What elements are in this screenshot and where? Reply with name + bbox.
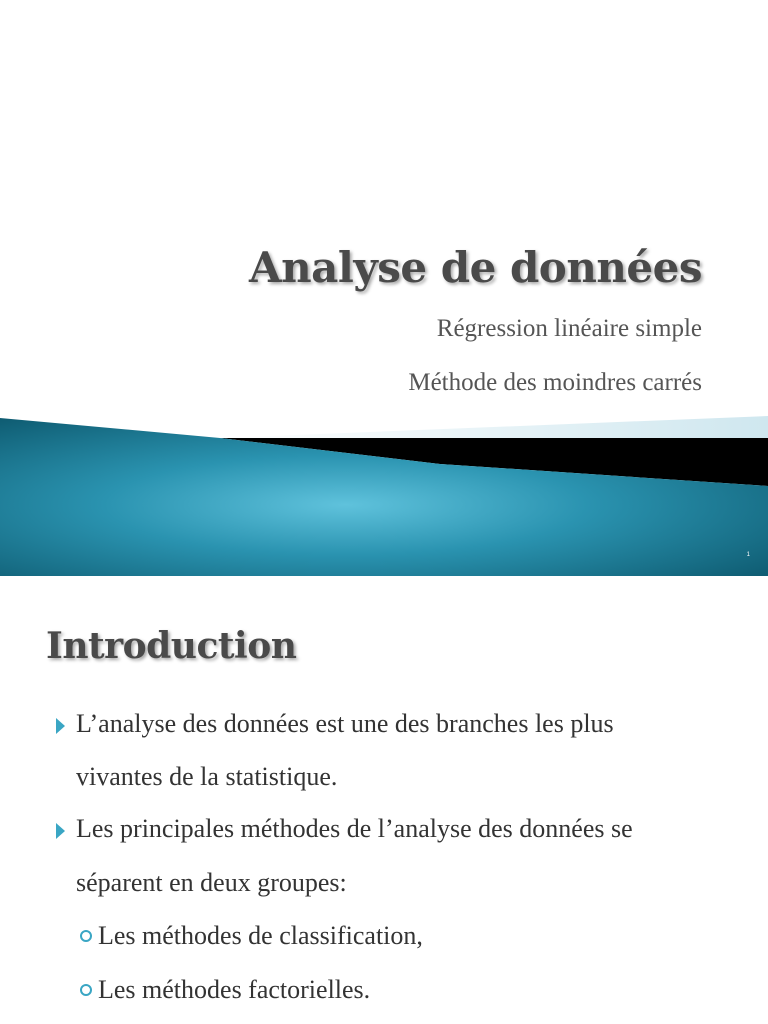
light-band	[220, 416, 768, 440]
sub-bullet-line: Les méthodes factorielles.	[98, 975, 371, 1004]
arrow-bullet-icon	[56, 823, 65, 839]
content-slide	[0, 576, 768, 1024]
arrow-bullet-icon	[56, 718, 65, 734]
subtitle-regression: Régression linéaire simple	[436, 315, 702, 342]
subtitle-method: Méthode des moindres carrés	[408, 369, 702, 396]
bullet-line: séparent en deux groupes:	[76, 868, 347, 897]
bullet-list	[0, 576, 768, 1024]
sub-bullet-line: Les méthodes de classification,	[98, 921, 423, 950]
slide-number: 1	[746, 552, 750, 558]
slide-title: Analyse de données	[249, 243, 702, 292]
decorative-wave-band	[0, 410, 768, 576]
bullet-line: L’analyse des données est une des branches les plus	[76, 709, 614, 738]
slide-title: Introduction	[46, 625, 297, 667]
circle-bullet-icon	[80, 930, 92, 942]
circle-bullet-icon	[80, 984, 92, 996]
bullet-line: Les principales méthodes de l’analyse des données se	[76, 814, 633, 843]
bullet-line: vivantes de la statistique.	[76, 762, 338, 791]
